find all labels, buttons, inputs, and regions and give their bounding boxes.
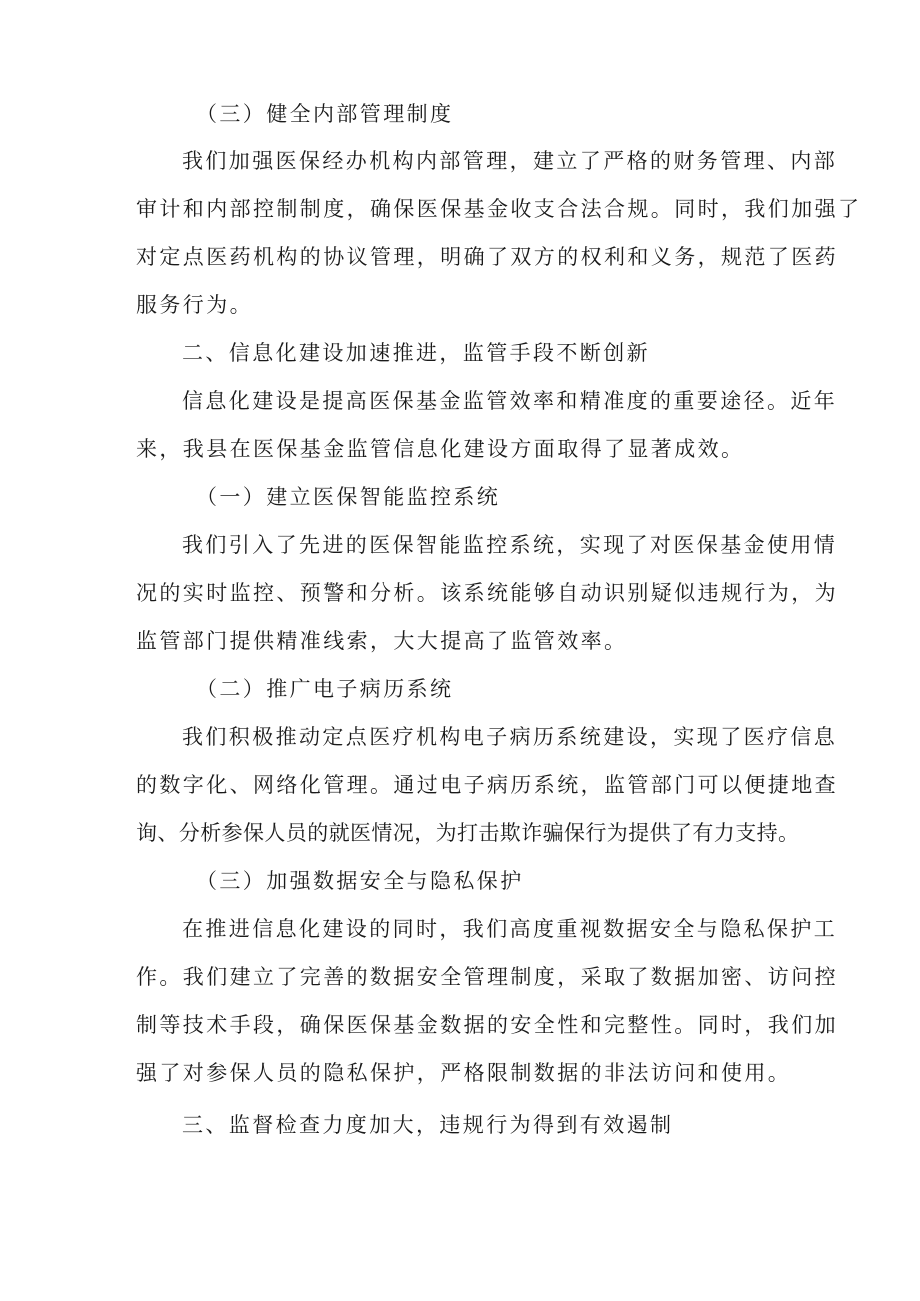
paragraph-line: 对定点医药机构的协议管理，明确了双方的权利和义务，规范了医药 bbox=[136, 245, 838, 269]
paragraph-line: 我们加强医保经办机构内部管理，建立了严格的财务管理、内部 bbox=[182, 149, 838, 173]
paragraph-line: 审计和内部控制制度，确保医保基金收支合法合规。同时，我们加强了 bbox=[136, 197, 862, 221]
paragraph-line: 询、分析参保人员的就医情况，为打击欺诈骗保行为提供了有力支持。 bbox=[136, 821, 800, 845]
subheading-emr: （二）推广电子病历系统 bbox=[196, 677, 454, 701]
paragraph-line: 况的实时监控、预警和分析。该系统能够自动识别疑似违规行为，为 bbox=[136, 581, 838, 605]
paragraph-line: 的数字化、网络化管理。通过电子病历系统，监管部门可以便捷地查 bbox=[136, 773, 838, 797]
subheading-internal-management: （三）健全内部管理制度 bbox=[196, 102, 454, 126]
subheading-smart-monitoring: （一）建立医保智能监控系统 bbox=[196, 485, 501, 509]
paragraph-line: 监管部门提供精准线索，大大提高了监管效率。 bbox=[136, 629, 628, 653]
paragraph-line: 作。我们建立了完善的数据安全管理制度，采取了数据加密、访问控 bbox=[136, 965, 838, 989]
paragraph-line: 我们积极推动定点医疗机构电子病历系统建设，实现了医疗信息 bbox=[182, 725, 838, 749]
section-heading-informatization: 二、信息化建设加速推进，监管手段不断创新 bbox=[182, 341, 650, 365]
paragraph-line: 信息化建设是提高医保基金监管效率和精准度的重要途径。近年 bbox=[182, 389, 838, 413]
paragraph-line: 服务行为。 bbox=[136, 293, 253, 317]
section-heading-supervision: 三、监督检查力度加大，违规行为得到有效遏制 bbox=[182, 1113, 674, 1137]
paragraph-line: 强了对参保人员的隐私保护，严格限制数据的非法访问和使用。 bbox=[136, 1061, 792, 1085]
subheading-data-security: （三）加强数据安全与隐私保护 bbox=[196, 869, 524, 893]
paragraph-line: 制等技术手段，确保医保基金数据的安全性和完整性。同时，我们加 bbox=[136, 1013, 838, 1037]
paragraph-line: 我们引入了先进的医保智能监控系统，实现了对医保基金使用情 bbox=[182, 533, 838, 557]
paragraph-line: 在推进信息化建设的同时，我们高度重视数据安全与隐私保护工 bbox=[182, 917, 838, 941]
paragraph-line: 来，我县在医保基金监管信息化建设方面取得了显著成效。 bbox=[136, 437, 745, 461]
